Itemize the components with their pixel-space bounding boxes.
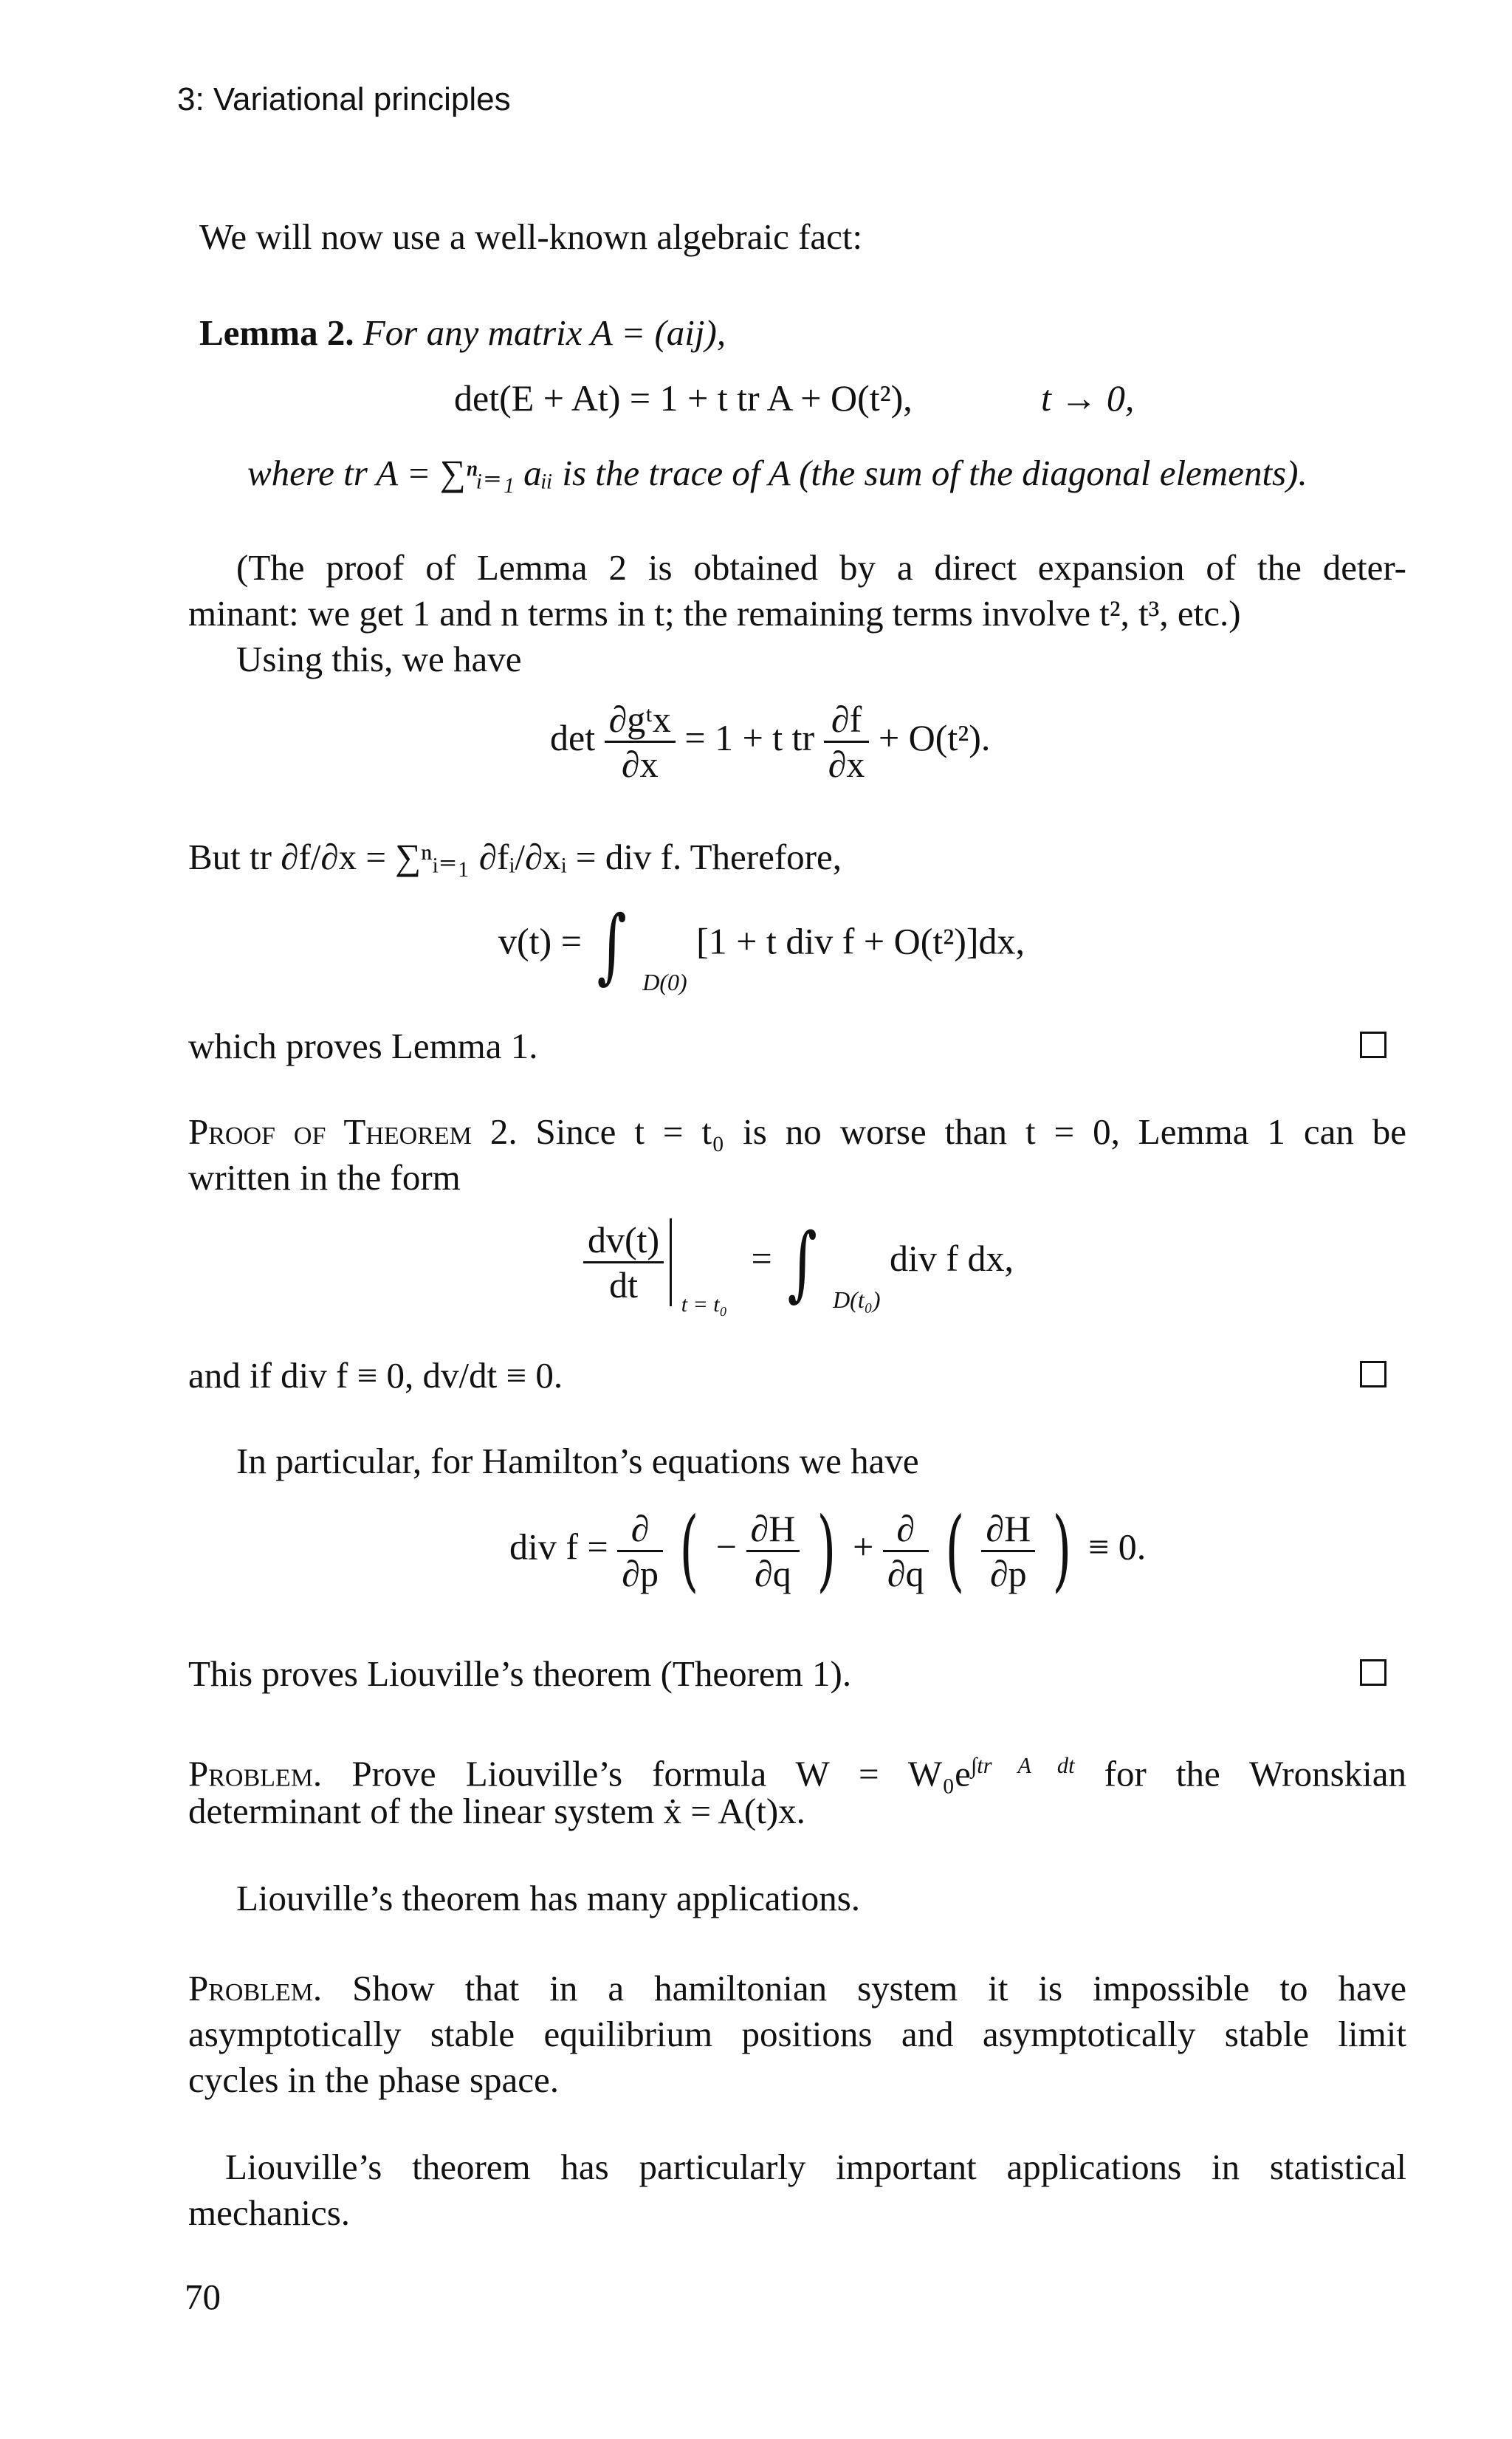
frac-num: ∂H: [750, 1507, 796, 1549]
lemma-eq-rhs: t → 0,: [1041, 377, 1135, 419]
frac-den: ∂x: [605, 741, 676, 786]
evaluation-point: t = t₀: [681, 1291, 728, 1317]
particular-line: In particular, for Hamilton’s equations we have: [236, 1441, 919, 1481]
divergence-equation: [509, 1499, 1147, 1602]
frac-num: ∂f: [831, 699, 862, 740]
proof-theorem-text: 2. Since t = t₀ is no worse than t = 0, Lemma 1 can be: [489, 1111, 1407, 1152]
problem-2-line-1: [188, 1966, 1406, 2011]
statistical-line-1: Liouville’s theorem has particularly important applications in statistical: [225, 2147, 1406, 2187]
frac-num: ∂: [896, 1507, 915, 1549]
fraction-df-dx: [824, 698, 870, 786]
lemma-text: For any matrix A = (aij),: [362, 312, 726, 353]
proof-theorem-line-2: written in the form: [188, 1157, 461, 1198]
integral-sign: ∫: [597, 898, 628, 992]
derivative-equation: [583, 1215, 1014, 1317]
applications-line: Liouville’s theorem has many applications.: [236, 1878, 861, 1918]
det-suffix: + O(t²).: [878, 716, 991, 758]
lemma-2-statement: [199, 310, 726, 356]
qed-box: [1360, 1361, 1386, 1387]
frac-num: ∂: [630, 1507, 650, 1549]
frac-den: ∂x: [824, 741, 870, 786]
right-paren: ): [817, 1499, 836, 1602]
det-middle: = 1 + t tr: [684, 716, 815, 758]
div-end: ≡ 0.: [1088, 1526, 1147, 1568]
using-line: Using this, we have: [236, 639, 522, 679]
but-trace-line: But tr ∂f/∂x = ∑ⁿᵢ₌₁ ∂fᵢ/∂xᵢ = div f. Therefore,: [188, 837, 842, 877]
dv-rhs: div f dx,: [890, 1237, 1014, 1279]
proves-liouville-line: This proves Liouville’s theorem (Theorem 1).: [188, 1653, 852, 1694]
lemma-equation: [454, 377, 913, 419]
integral-domain: D(t₀): [833, 1286, 881, 1313]
proof-lemma2-line-2: minant: we get 1 and n terms in t; the remaining terms involve t², t³, etc.): [188, 593, 1241, 634]
det-equation: [550, 698, 990, 786]
proof-theorem-label: Proof of Theorem: [188, 1111, 472, 1152]
left-paren: (: [945, 1499, 965, 1602]
problem-1-text-end: for the Wronskian: [1104, 1753, 1407, 1794]
proves-lemma-1: which proves Lemma 1.: [188, 1026, 538, 1066]
proof-lemma2-line-1: (The proof of Lemma 2 is obtained by a direct expansion of the deter-: [236, 547, 1406, 588]
div-lhs: div f =: [509, 1526, 608, 1568]
fraction-d-dq: [883, 1507, 929, 1595]
frac-den: ∂q: [746, 1550, 800, 1595]
frac-num: ∂gᵗx: [608, 699, 671, 740]
left-paren: (: [680, 1499, 699, 1602]
fraction-d-dp: [617, 1507, 663, 1595]
v-lhs: v(t) =: [498, 920, 582, 962]
v-rhs: [1 + t div f + O(t²)]dx,: [696, 920, 1025, 962]
intro-line: We will now use a well-known algebraic fact:: [199, 216, 863, 257]
fraction-dv-dt: [583, 1218, 672, 1306]
frac-num: dv(t): [588, 1219, 660, 1260]
and-if-line: and if div f ≡ 0, dv/dt ≡ 0.: [188, 1355, 563, 1396]
qed-box: [1360, 1659, 1386, 1686]
frac-den: ∂p: [617, 1550, 663, 1595]
running-header: 3: Variational principles: [177, 81, 511, 117]
fraction-dH-dq: [746, 1507, 800, 1595]
problem-label: Problem.: [188, 1968, 323, 2009]
exponent: ∫tr A dt: [970, 1753, 1075, 1778]
problem-label: Problem.: [188, 1753, 323, 1794]
plus-sign: +: [853, 1526, 874, 1568]
minus-sign: −: [715, 1526, 737, 1568]
problem-2-line-2: asymptotically stable equilibrium positions and asymptotically stable limit: [188, 2014, 1406, 2054]
lemma-eq-lhs: det(E + At) = 1 + t tr A + O(t²),: [454, 377, 913, 419]
equals-sign: =: [751, 1237, 772, 1279]
problem-1-text: Prove Liouville’s formula W = W₀e: [351, 1753, 971, 1794]
page-number: 70: [185, 2277, 221, 2317]
qed-box: [1360, 1032, 1386, 1058]
lemma-where-clause: where tr A = ∑ⁿᵢ₌₁ aᵢᵢ is the trace of A (the sum of the diagonal elements).: [247, 453, 1307, 493]
integral-domain: D(0): [642, 969, 687, 996]
problem-2-text: Show that in a hamiltonian system it is impossible to have: [352, 1968, 1406, 2009]
problem-1-line-2: determinant of the linear system ẋ = A(t)x.: [188, 1791, 805, 1831]
fraction-dH-dp: [981, 1507, 1035, 1595]
proof-theorem-line-1: [188, 1109, 1406, 1155]
fraction-dgtx-dx: [605, 698, 676, 786]
lemma-label: Lemma 2.: [199, 312, 354, 353]
right-paren: ): [1052, 1499, 1072, 1602]
problem-2-line-3: cycles in the phase space.: [188, 2059, 560, 2100]
statistical-line-2: mechanics.: [188, 2192, 351, 2233]
det-prefix: det: [550, 716, 596, 758]
frac-num: ∂H: [986, 1507, 1031, 1549]
lemma-limit: [1041, 377, 1134, 419]
integral-sign: ∫: [787, 1215, 817, 1310]
frac-den: ∂p: [981, 1550, 1035, 1595]
volume-equation: [498, 898, 1025, 996]
frac-den: ∂q: [883, 1550, 929, 1595]
frac-den: dt: [583, 1261, 664, 1306]
